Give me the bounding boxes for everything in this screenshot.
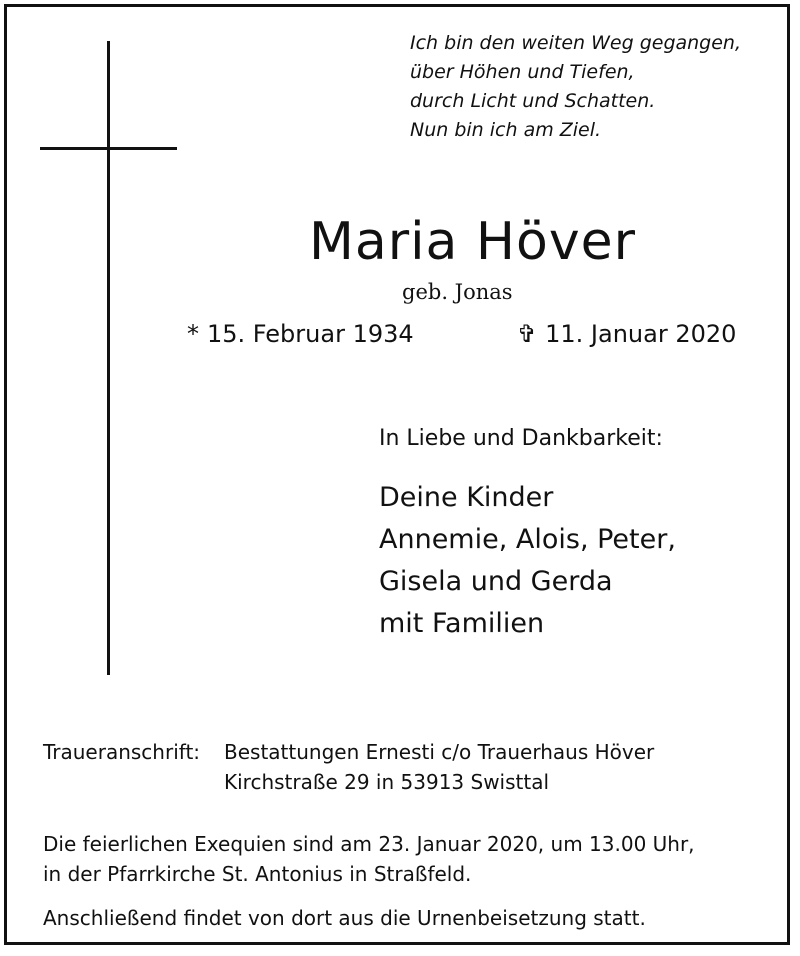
address-lines <box>224 737 654 797</box>
address-line: Kirchstraße 29 in 53913 Swisttal <box>224 770 550 794</box>
birth-name: geb. Jonas <box>402 280 513 304</box>
poem <box>410 29 790 145</box>
star-icon: * <box>187 320 199 348</box>
poem-line: Nun bin ich am Ziel. <box>410 119 602 141</box>
mourners-intro: In Liebe und Dankbarkeit: <box>379 426 663 451</box>
poem-line: über Höhen und Tiefen, <box>410 61 635 83</box>
cross-horizontal-bar <box>40 147 177 150</box>
cross-icon: ✞ <box>517 320 538 348</box>
mourners-list <box>379 477 676 645</box>
poem-line: durch Licht und Schatten. <box>410 90 656 112</box>
birth-date: 15. Februar 1934 <box>207 320 414 348</box>
obituary-notice <box>4 4 790 945</box>
service-info <box>43 829 783 889</box>
birth-date-line <box>187 315 414 353</box>
death-date-line <box>517 315 736 353</box>
service-line: Die feierlichen Exequien sind am 23. Januar 2020, um 13.00 Uhr, <box>43 832 695 856</box>
mourners-line: Gisela und Gerda <box>379 566 613 597</box>
poem-line: Ich bin den weiten Weg gegangen, <box>410 32 742 54</box>
deceased-name: Maria Höver <box>308 212 636 272</box>
cross-vertical-bar <box>107 41 110 675</box>
service-line: in der Pfarrkirche St. Antonius in Straßfeld. <box>43 862 472 886</box>
address-line: Bestattungen Ernesti c/o Trauerhaus Höver <box>224 740 655 764</box>
death-date: 11. Januar 2020 <box>545 320 737 348</box>
mourners-line: mit Familien <box>379 608 545 639</box>
mourners-line: Deine Kinder <box>379 482 554 513</box>
burial-info: Anschließend findet von dort aus die Urnenbeisetzung statt. <box>43 906 646 930</box>
address-label: Traueranschrift: <box>43 740 201 764</box>
mourners-line: Annemie, Alois, Peter, <box>379 524 676 555</box>
